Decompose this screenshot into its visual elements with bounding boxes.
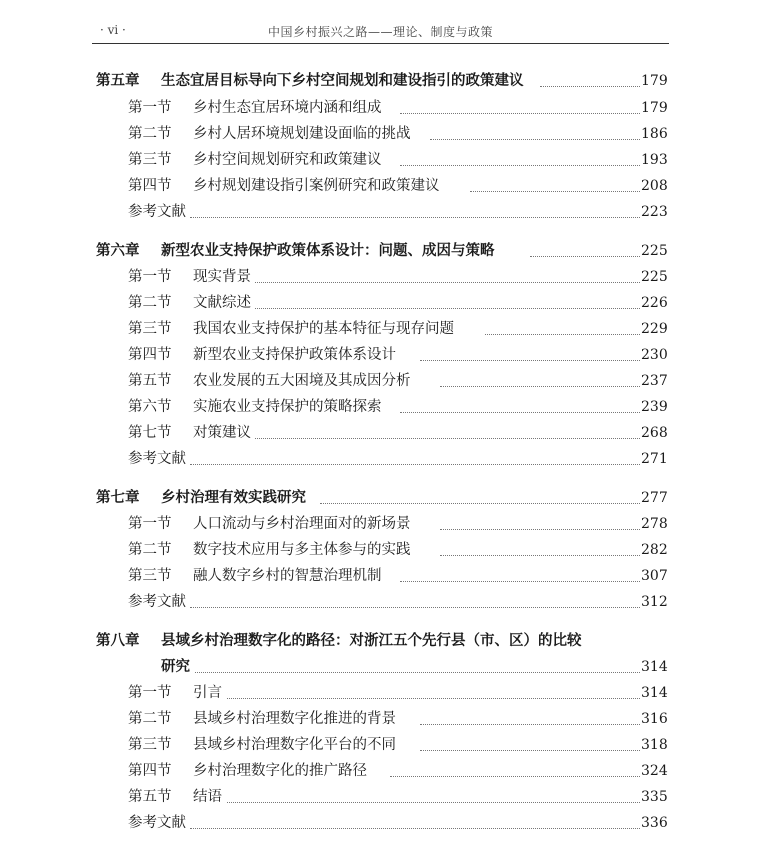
dot-leader — [225, 697, 640, 699]
page-ref: 229 — [641, 317, 667, 341]
page-number: · vi · — [100, 23, 126, 37]
dot-leader — [400, 164, 640, 166]
page-header — [92, 21, 669, 44]
toc-chapter-6[interactable] — [0, 239, 760, 263]
toc-references[interactable] — [0, 447, 760, 471]
dot-leader — [190, 463, 640, 465]
section-title: 农业发展的五大困境及其成因分析 — [193, 373, 411, 389]
chapter-title: 新型农业支持保护政策体系设计：问题、成因与策略 — [161, 242, 495, 259]
toc-section[interactable] — [0, 759, 760, 783]
section-number: 第二节 — [128, 126, 172, 142]
dot-leader — [255, 281, 640, 283]
dot-leader — [530, 255, 640, 257]
dot-leader — [420, 359, 640, 361]
section-number: 第五节 — [128, 789, 172, 805]
section-title: 我国农业支持保护的基本特征与现存问题 — [193, 321, 454, 337]
toc-section[interactable] — [0, 512, 760, 536]
page-ref: 277 — [641, 486, 667, 510]
section-title: 乡村规划建设指引案例研究和政策建议 — [193, 178, 440, 194]
dot-leader — [440, 528, 640, 530]
page-ref: 336 — [641, 811, 667, 835]
page-ref: 335 — [641, 785, 667, 809]
page-ref: 225 — [641, 265, 667, 289]
references-label: 参考文献 — [128, 815, 186, 831]
dot-leader — [400, 580, 640, 582]
section-number: 第五节 — [128, 373, 172, 389]
dot-leader — [190, 216, 640, 218]
section-title: 数字技术应用与多主体参与的实践 — [193, 542, 411, 558]
dot-leader — [400, 112, 640, 114]
section-number: 第一节 — [128, 516, 172, 532]
chapter-number: 第七章 — [96, 489, 140, 506]
section-title: 引言 — [193, 685, 222, 701]
section-number: 第二节 — [128, 711, 172, 727]
page-ref: 324 — [641, 759, 667, 783]
section-number: 第四节 — [128, 763, 172, 779]
dot-leader — [190, 606, 640, 608]
toc-references[interactable] — [0, 200, 760, 224]
toc-chapter-8-continued[interactable] — [0, 655, 760, 679]
dot-leader — [390, 775, 640, 777]
toc-section[interactable] — [0, 174, 760, 198]
section-number: 第六节 — [128, 399, 172, 415]
page-ref: 179 — [641, 69, 667, 93]
dot-leader — [420, 723, 640, 725]
section-title: 乡村空间规划研究和政策建议 — [193, 152, 382, 168]
page-ref: 312 — [641, 590, 667, 614]
section-number: 第二节 — [128, 295, 172, 311]
dot-leader — [440, 554, 640, 556]
section-number: 第一节 — [128, 100, 172, 116]
section-title: 对策建议 — [193, 425, 251, 441]
page-ref: 314 — [641, 681, 667, 705]
toc-section[interactable] — [0, 265, 760, 289]
section-title: 人口流动与乡村治理面对的新场景 — [193, 516, 411, 532]
chapter-title: 生态宜居目标导向下乡村空间规划和建设指引的政策建议 — [161, 72, 524, 89]
section-number: 第一节 — [128, 685, 172, 701]
page-ref: 307 — [641, 564, 667, 588]
page-ref: 186 — [641, 122, 667, 146]
section-number: 第四节 — [128, 347, 172, 363]
toc-section[interactable] — [0, 733, 760, 757]
page-ref: 208 — [641, 174, 667, 198]
section-title: 乡村生态宜居环境内涵和组成 — [193, 100, 382, 116]
dot-leader — [400, 411, 640, 413]
section-title: 县域乡村治理数字化推进的背景 — [193, 711, 396, 727]
section-number: 第一节 — [128, 269, 172, 285]
toc-section[interactable] — [0, 538, 760, 562]
toc-section[interactable] — [0, 707, 760, 731]
dot-leader — [420, 749, 640, 751]
toc-section[interactable] — [0, 681, 760, 705]
references-label: 参考文献 — [128, 204, 186, 220]
section-title: 新型农业支持保护政策体系设计 — [193, 347, 396, 363]
dot-leader — [430, 138, 640, 140]
chapter-title-continued: 研究 — [161, 658, 190, 675]
dot-leader — [440, 385, 640, 387]
page-ref: 282 — [641, 538, 667, 562]
section-title: 县域乡村治理数字化平台的不同 — [193, 737, 396, 753]
section-number: 第七节 — [128, 425, 172, 441]
dot-leader — [255, 307, 640, 309]
toc-chapter-8[interactable] — [0, 629, 760, 653]
section-title: 结语 — [193, 789, 222, 805]
section-number: 第三节 — [128, 737, 172, 753]
page-ref: 318 — [641, 733, 667, 757]
dot-leader — [255, 437, 640, 439]
section-number: 第三节 — [128, 321, 172, 337]
page-ref: 237 — [641, 369, 667, 393]
page-ref: 223 — [641, 200, 667, 224]
toc-section[interactable] — [0, 421, 760, 445]
chapter-number: 第八章 — [96, 632, 140, 649]
page-ref: 271 — [641, 447, 667, 471]
chapter-number: 第六章 — [96, 242, 140, 259]
page-ref: 179 — [641, 96, 667, 120]
dot-leader — [225, 801, 640, 803]
section-number: 第三节 — [128, 152, 172, 168]
references-label: 参考文献 — [128, 594, 186, 610]
page-ref: 225 — [641, 239, 667, 263]
chapter-title: 乡村治理有效实践研究 — [161, 489, 306, 506]
toc-section[interactable] — [0, 343, 760, 367]
dot-leader — [470, 190, 640, 192]
page-ref: 193 — [641, 148, 667, 172]
page-ref: 278 — [641, 512, 667, 536]
page-ref: 268 — [641, 421, 667, 445]
section-title: 文献综述 — [193, 295, 251, 311]
toc-section[interactable] — [0, 785, 760, 809]
toc-section[interactable] — [0, 122, 760, 146]
page-ref: 316 — [641, 707, 667, 731]
toc-section[interactable] — [0, 96, 760, 120]
section-title: 乡村人居环境规划建设面临的挑战 — [193, 126, 411, 142]
section-title: 现实背景 — [193, 269, 251, 285]
dot-leader — [320, 502, 640, 504]
page-ref: 226 — [641, 291, 667, 315]
section-title: 融人数字乡村的智慧治理机制 — [193, 568, 382, 584]
toc-section[interactable] — [0, 395, 760, 419]
chapter-number: 第五章 — [96, 72, 140, 89]
toc-section[interactable] — [0, 317, 760, 341]
toc-chapter-7[interactable] — [0, 486, 760, 510]
section-title: 乡村治理数字化的推广路径 — [193, 763, 367, 779]
toc-section[interactable] — [0, 369, 760, 393]
toc-section[interactable] — [0, 564, 760, 588]
section-number: 第三节 — [128, 568, 172, 584]
toc-section[interactable] — [0, 291, 760, 315]
dot-leader — [485, 333, 640, 335]
section-number: 第四节 — [128, 178, 172, 194]
toc-references[interactable] — [0, 811, 760, 835]
section-number: 第二节 — [128, 542, 172, 558]
section-title: 实施农业支持保护的策略探索 — [193, 399, 382, 415]
page-ref: 314 — [641, 655, 667, 679]
dot-leader — [190, 827, 640, 829]
dot-leader — [195, 671, 640, 673]
page-ref: 239 — [641, 395, 667, 419]
page-ref: 230 — [641, 343, 667, 367]
toc-chapter-5[interactable] — [0, 69, 760, 93]
references-label: 参考文献 — [128, 451, 186, 467]
running-title: 中国乡村振兴之路——理论、制度与政策 — [267, 25, 493, 39]
toc-section[interactable] — [0, 148, 760, 172]
dot-leader — [540, 85, 640, 87]
toc-references[interactable] — [0, 590, 760, 614]
chapter-title: 县域乡村治理数字化的路径：对浙江五个先行县（市、区）的比较 — [161, 632, 582, 649]
